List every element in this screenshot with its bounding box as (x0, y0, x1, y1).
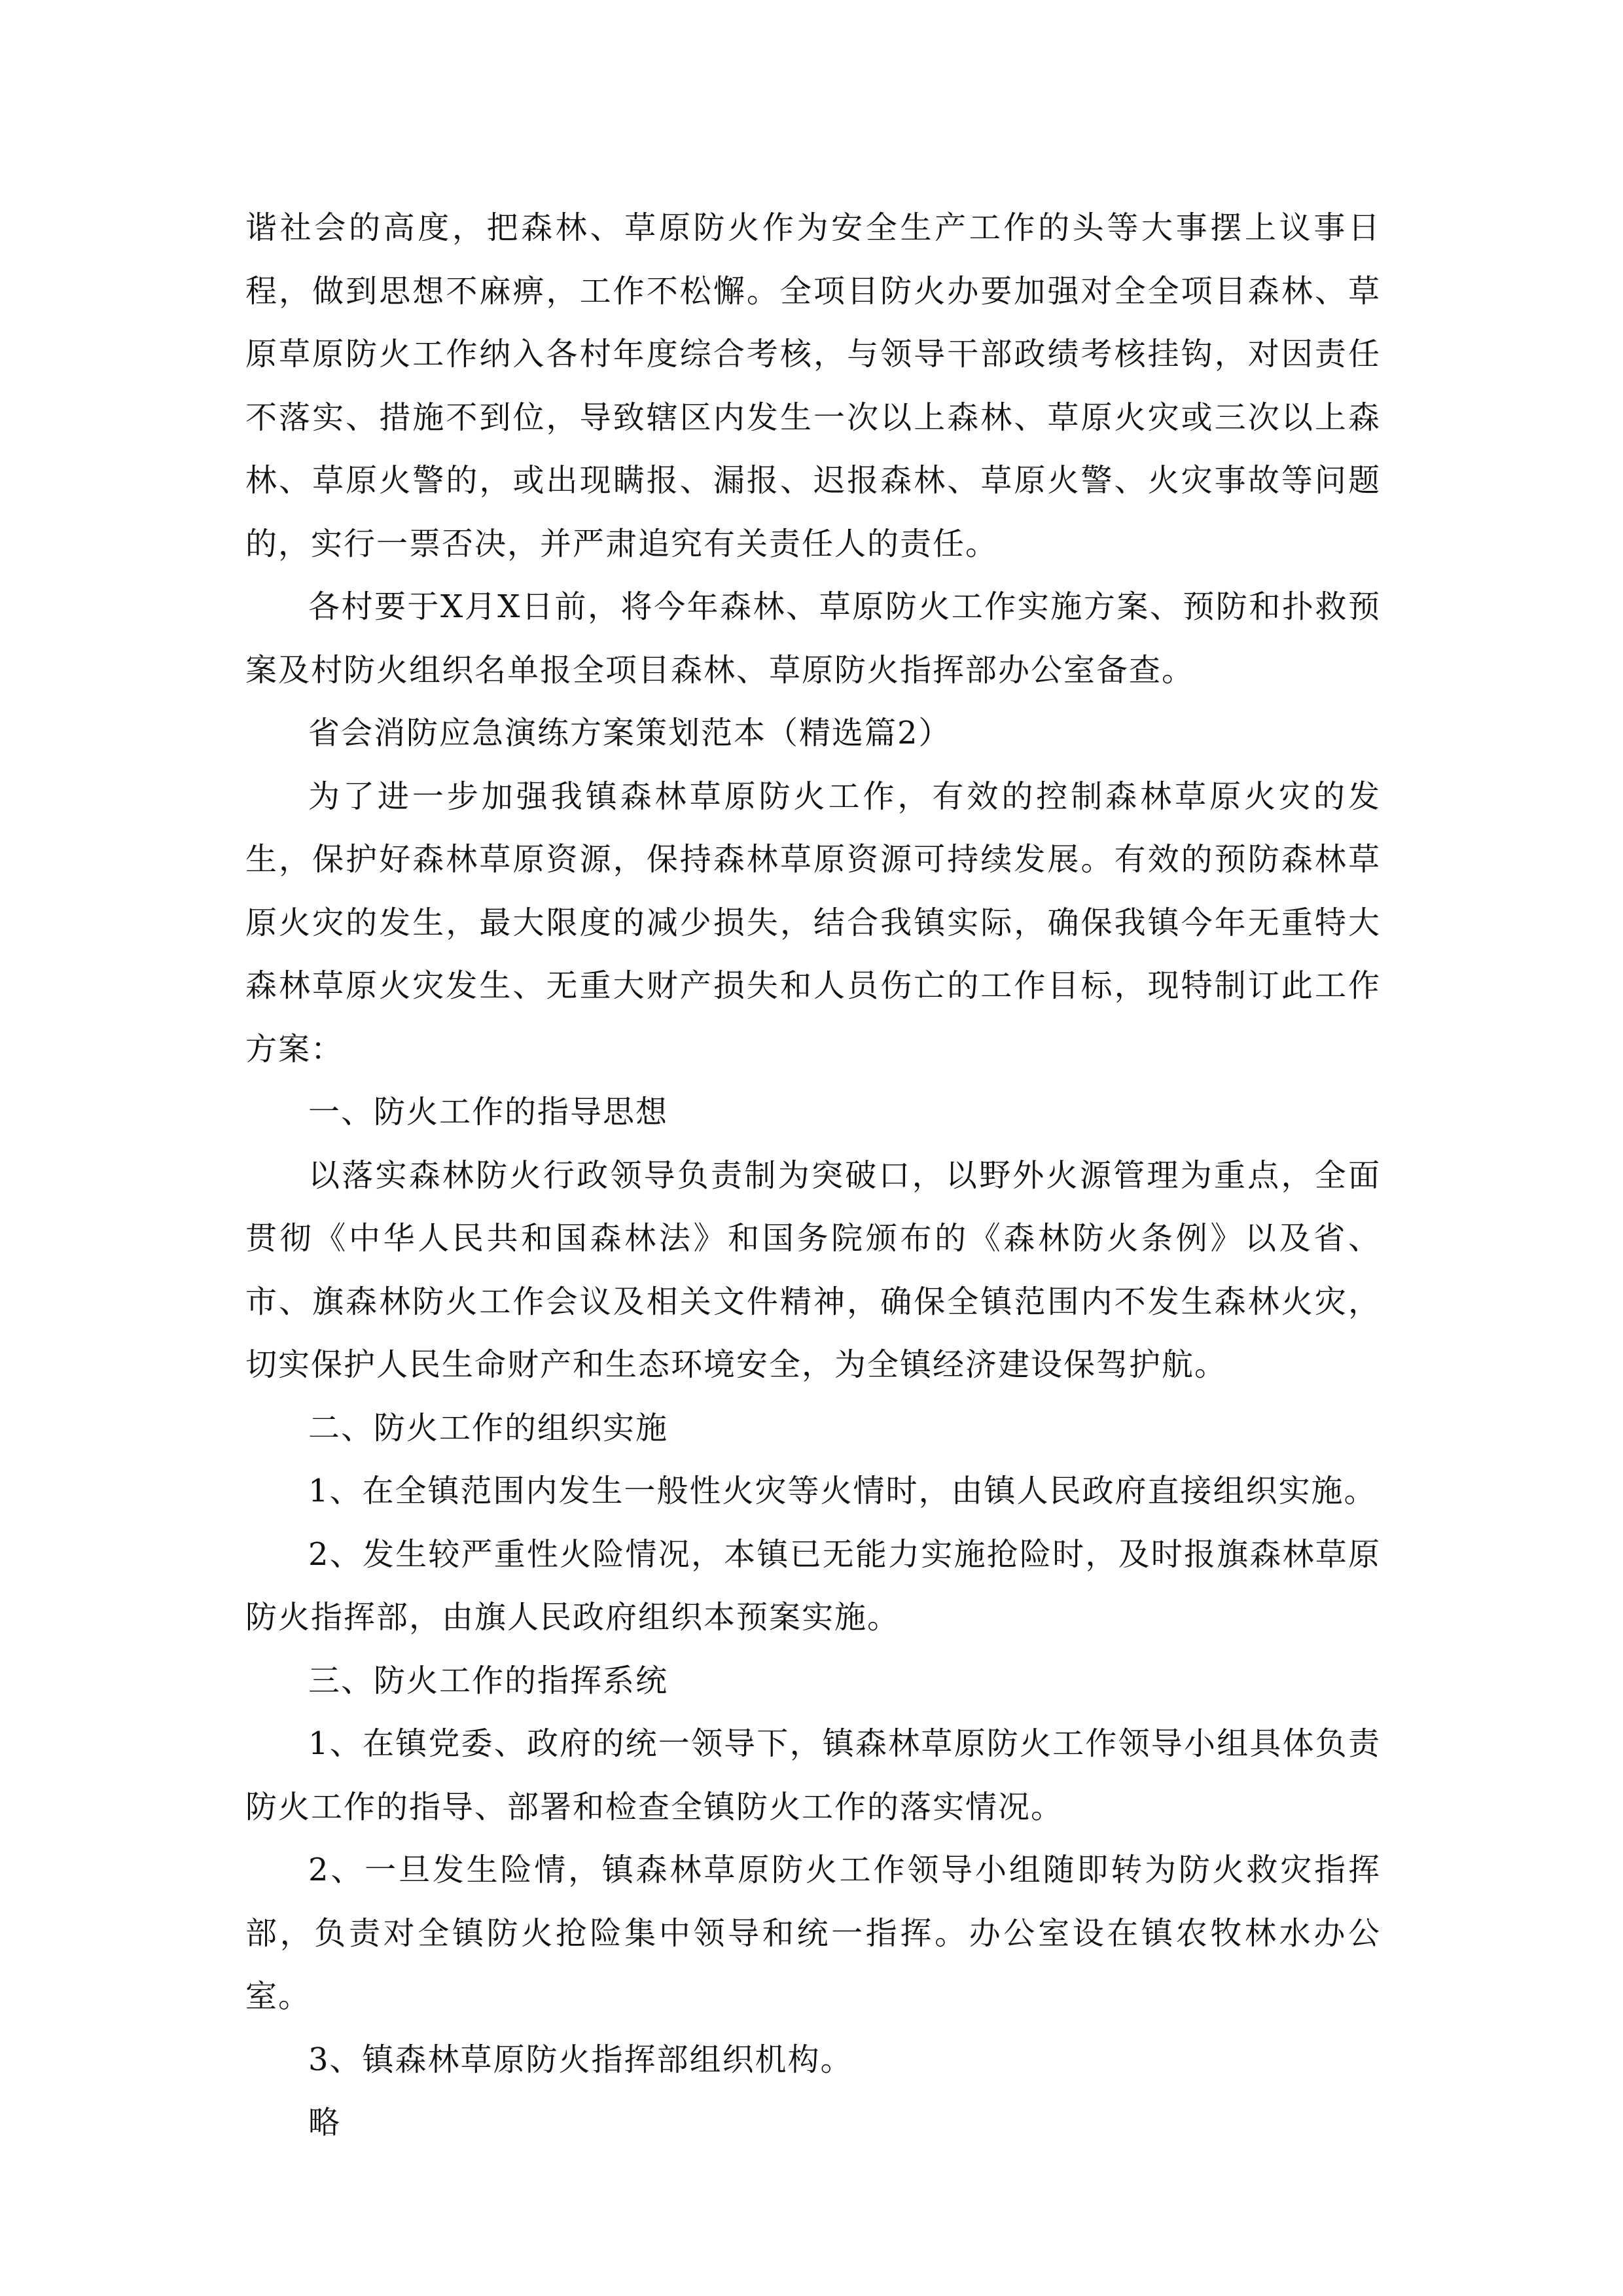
heading-command-system: 三、防火工作的指挥系统 (308, 1662, 669, 1699)
paragraph-omitted: 略 (308, 2104, 342, 2141)
paragraph-command-1: 1、在镇党委、政府的统一领导下，镇森林草原防火工作领导小组具体负责防火工作的指导、部署和检查全镇防火工作的落实情况。 (245, 1725, 1381, 1825)
paragraph-command-3: 3、镇森林草原防火指挥部组织机构。 (308, 2041, 853, 2078)
paragraph-command-2: 2、一旦发生险情，镇森林草原防火工作领导小组随即转为防火救灾指挥部，负责对全镇防火抢险集中领导和统一指挥。办公室设在镇农牧林水办公室。 (245, 1852, 1381, 2015)
paragraph-intro: 为了进一步加强我镇森林草原防火工作，有效的控制森林草原火灾的发生，保护好森林草原资源，保持森林草原资源可持续发展。有效的预防森林草原火灾的发生，最大限度的减少损失，结合我镇实际，确保我镇今年无重特大森林草原火灾发生、无重大财产损失和人员伤亡的工作目标，现特制订此工作方案： (245, 778, 1381, 1067)
heading-organization: 二、防火工作的组织实施 (308, 1409, 669, 1446)
document-body (245, 196, 1381, 2155)
section-title: 省会消防应急演练方案策划范本（精选篇2） (308, 715, 952, 751)
paragraph-guiding-ideology: 以落实森林防火行政领导负责制为突破口，以野外火源管理为重点，全面贯彻《中华人民共和国森林法》和国务院颁布的《森林防火条例》以及省、市、旗森林防火工作会议及相关文件精神，确保全镇范围内不发生森林火灾，切实保护人民生命财产和生态环境安全，为全镇经济建设保驾护航。 (245, 1157, 1381, 1383)
paragraph-continuation: 谐社会的高度，把森林、草原防火作为安全生产工作的头等大事摆上议事日程，做到思想不麻痹，工作不松懈。全项目防火办要加强对全全项目森林、草原草原防火工作纳入各村年度综合考核，与领导干部政绩考核挂钩，对因责任不落实、措施不到位，导致辖区内发生一次以上森林、草原火灾或三次以上森林、草原火警的，或出现瞒报、漏报、迟报森林、草原火警、火灾事故等问题的，实行一票否决，并严肃追究有关责任人的责任。 (245, 209, 1381, 562)
heading-guiding-ideology: 一、防火工作的指导思想 (308, 1094, 669, 1130)
paragraph-organization-2: 2、发生较严重性火险情况，本镇已无能力实施抢险时，及时报旗森林草原防火指挥部，由旗人民政府组织本预案实施。 (245, 1535, 1381, 1636)
paragraph-organization-1: 1、在全镇范围内发生一般性火灾等火情时，由镇人民政府直接组织实施。 (308, 1473, 1377, 1509)
paragraph-deadline: 各村要于X月X日前，将今年森林、草原防火工作实施方案、预防和扑救预案及村防火组织名单报全项目森林、草原防火指挥部办公室备查。 (245, 588, 1381, 689)
